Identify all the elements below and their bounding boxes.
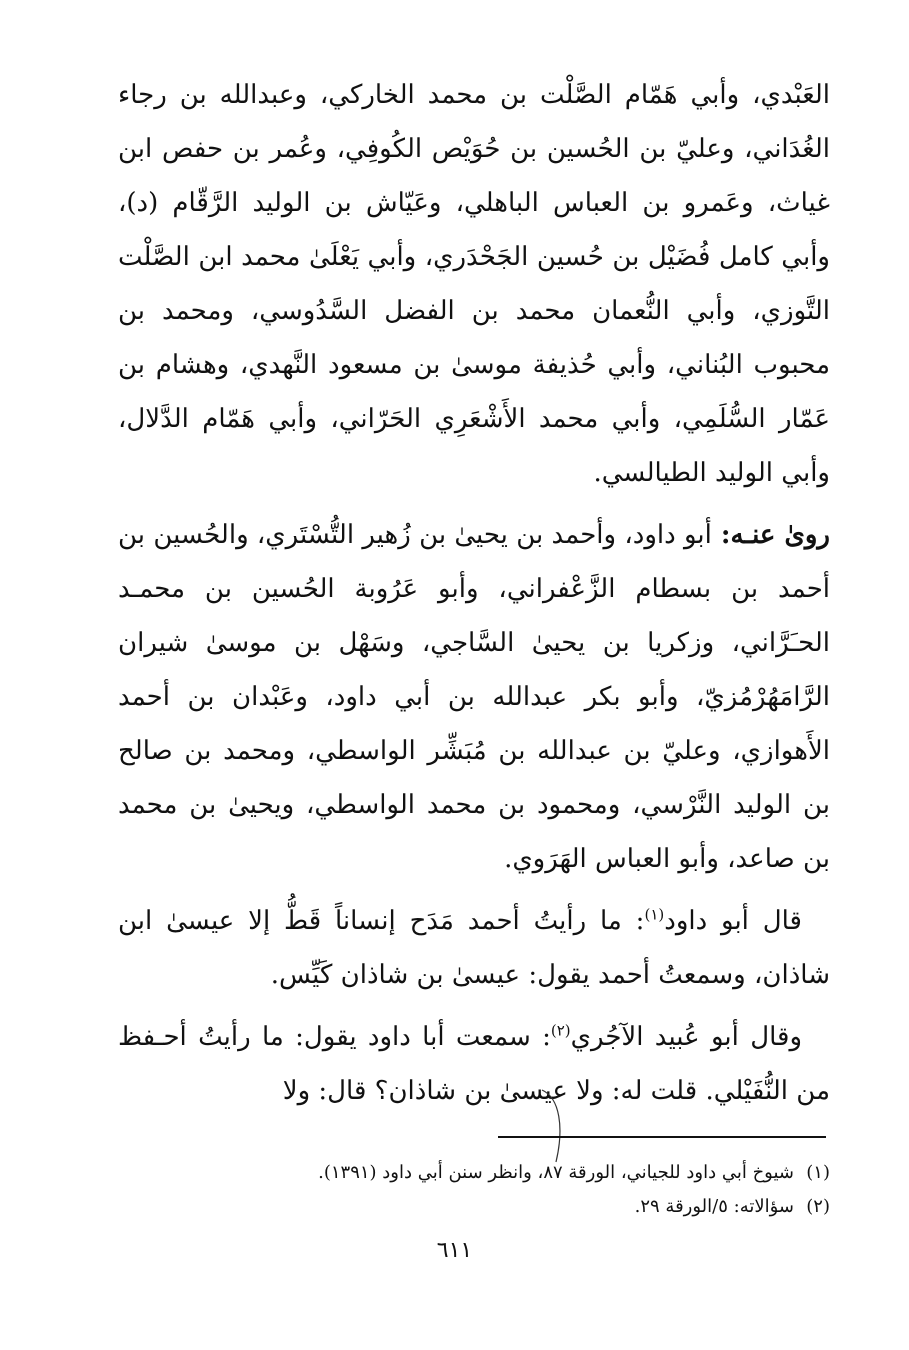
footnote-ref[interactable]: (١) bbox=[644, 905, 665, 924]
paragraph-text-after: : ما رأيتُ أحمد مَدَح إنساناً قَطُّ إلا عيسىٰ ابن شاذان، وسمعتُ أحمد يقول: عيسىٰ بن شاذان كَيِّس. bbox=[118, 906, 830, 990]
footnote-marker: (٢) bbox=[806, 1196, 830, 1217]
paragraph-narrated-from-him bbox=[118, 508, 830, 886]
paragraph-text: أبو داود، وأحمد بن يحيىٰ بن زُهير التُّسْتَري، والحُسين بن أحمد بن بسطام الزَّعْفراني، وأبو عَرُوبة الحُسين بن محمـد الحـَرَّاني، وزكريا بن يحيىٰ السَّاجي، وسَهْل بن موسىٰ شيران الرَّامَهُرْمُزيّ، وأبو بكر عبدالله بن أبي داود، وعَبْدان بن أحمد الأَهوازي، وعليّ بن عبدالله بن مُبَشِّر الواسطي، ومحمد بن صالح بن الوليد النَّرْسي، ومحمود بن محمد الواسطي، ويحيىٰ بن محمد بن صاعد، وأبو العباس الهَرَوي. bbox=[118, 520, 830, 874]
paragraph-ajurri-quote bbox=[118, 1010, 830, 1118]
paragraph-text: العَبْدي، وأبي هَمّام الصَّلْت بن محمد الخاركي، وعبدالله بن رجاء الغُدَاني، وعليّ بن الحُسين بن حُوَيْص الكُوفِي، وعُمر بن حفص ابن غياث، وعَمرو بن العباس الباهلي، وعَيّاش بن الوليد الرَّقّام (د)، وأبي كامل فُضَيْل بن حُسين الجَحْدَري، وأبي يَعْلَىٰ محمد ابن الصَّلْت التَّوزي، وأبي النُّعمان محمد بن الفضل السَّدُوسي، ومحمد بن محبوب البُناني، وأبي حُذيفة موسىٰ بن مسعود النَّهدي، وهشام بن عَمّار السُّلَمِي، وأبي محمد الأَشْعَرِي الحَرّاني، وأبي هَمّام الدَّلال، وأبي الوليد الطيالسي. bbox=[118, 80, 830, 488]
paragraph-text-after: : سمعت أبا داود يقول: ما رأيتُ أحـفظ من النُّفَيْلي. قلت له: ولا عيسىٰ بن شاذان؟ قال: ولا bbox=[118, 1022, 830, 1106]
footnote-ref[interactable]: (٢) bbox=[550, 1021, 571, 1040]
paragraph-text-before: وقال أبو عُبيد الآجُري bbox=[570, 1022, 802, 1052]
footnote-marker: (١) bbox=[806, 1162, 830, 1183]
paragraph-lead-heading: روىٰ عنـه: bbox=[711, 520, 830, 550]
footnote-2 bbox=[118, 1190, 830, 1224]
footnotes bbox=[118, 1156, 830, 1224]
footnote-1 bbox=[118, 1156, 830, 1190]
paragraph-text-before: قال أبو داود bbox=[664, 906, 802, 936]
paragraph-abu-dawud-quote bbox=[118, 894, 830, 1002]
footnote-separator bbox=[498, 1136, 826, 1138]
paragraph-teachers-list bbox=[118, 68, 830, 500]
footnote-text: سؤالاته: ٥/الورقة ٢٩. bbox=[634, 1196, 794, 1217]
page-number: ٦١١ bbox=[436, 1238, 473, 1263]
main-text bbox=[118, 68, 830, 1118]
footnote-text: شيوخ أبي داود للجياني، الورقة ٨٧، وانظر سنن أبي داود (١٣٩١). bbox=[318, 1162, 794, 1183]
